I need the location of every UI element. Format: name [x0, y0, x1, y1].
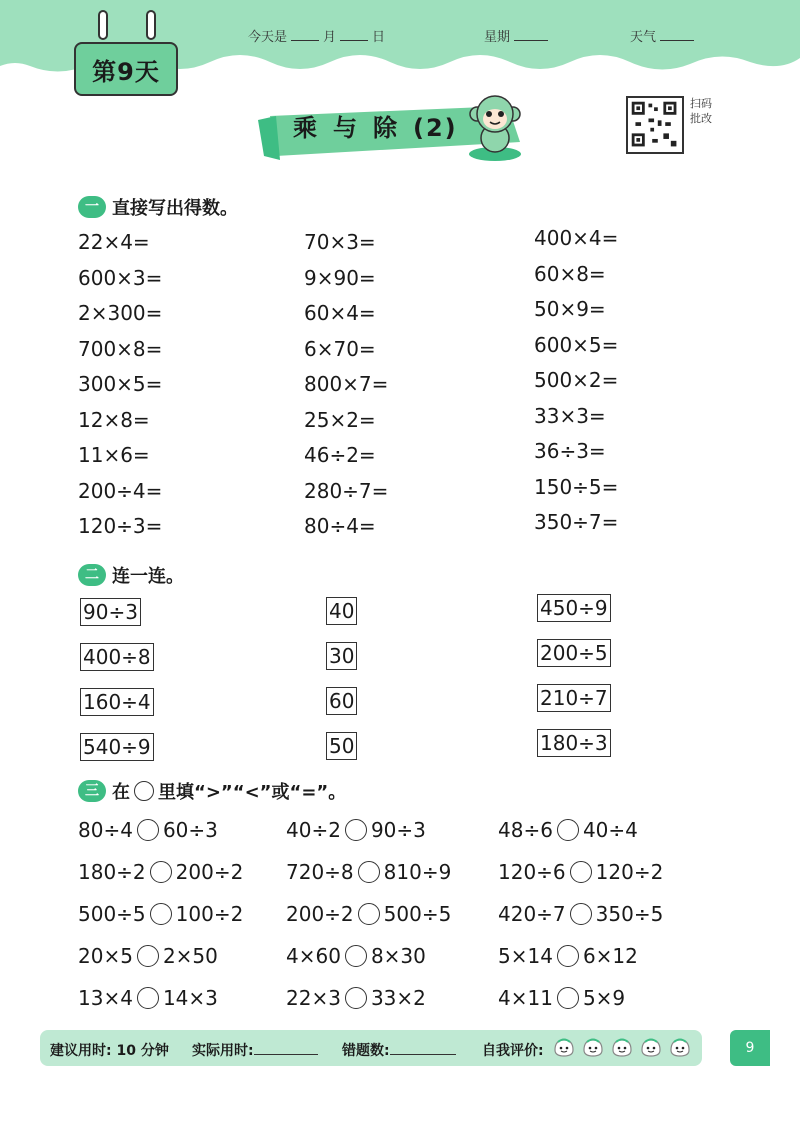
- expression-item: 11×6=: [78, 443, 150, 467]
- comparison-item: 180÷2 200÷2: [78, 860, 244, 884]
- answer-circle[interactable]: [137, 945, 159, 967]
- answer-circle[interactable]: [557, 819, 579, 841]
- match-box-left[interactable]: 160÷4: [80, 688, 154, 716]
- expression-item: 46÷2=: [304, 443, 376, 467]
- smiley-face-icon[interactable]: [639, 1036, 663, 1058]
- comparison-item: 48÷6 40÷4: [498, 818, 638, 842]
- date-line: 今天是 月 日: [248, 30, 386, 45]
- smiley-face-icon[interactable]: [668, 1036, 692, 1058]
- comparison-item: 20×5 2×50: [78, 944, 218, 968]
- comparison-item: 22×3 33×2: [286, 986, 426, 1010]
- match-box-middle[interactable]: 40: [326, 597, 357, 625]
- comparison-item: 200÷2 500÷5: [286, 902, 452, 926]
- expression-item: 50×9=: [534, 297, 606, 321]
- match-box-middle[interactable]: 60: [326, 687, 357, 715]
- comparison-item: 4×11 5×9: [498, 986, 626, 1010]
- expression-item: 600×3=: [78, 265, 163, 290]
- expression-item: 33×3=: [534, 403, 606, 428]
- match-box-middle[interactable]: 30: [326, 642, 357, 670]
- expression-item: 800×7=: [304, 372, 389, 396]
- monkey-mascot-icon: [463, 90, 527, 162]
- expression-item: 6×70=: [304, 336, 376, 361]
- answer-circle[interactable]: [345, 819, 367, 841]
- section3-badge: 三: [78, 780, 106, 802]
- expression-item: 350÷7=: [534, 510, 619, 534]
- expression-item: 12×8=: [78, 407, 150, 432]
- weather-line: 天气: [630, 26, 698, 45]
- answer-circle[interactable]: [345, 945, 367, 967]
- weekday-line: 星期: [484, 26, 552, 45]
- answer-circle[interactable]: [358, 903, 380, 925]
- answer-circle[interactable]: [570, 861, 592, 883]
- section3-heading: 三 在 里填“>”“<”或“=”。: [78, 778, 346, 804]
- match-box-right[interactable]: 450÷9: [537, 594, 611, 622]
- match-box-left[interactable]: 90÷3: [80, 598, 141, 626]
- answer-circle[interactable]: [150, 861, 172, 883]
- expression-item: 300×5=: [78, 372, 163, 396]
- scan-to-grade-label: 扫码批改: [690, 97, 712, 125]
- heading-circle-icon: [134, 781, 154, 801]
- match-box-left[interactable]: 540÷9: [80, 733, 154, 761]
- expression-item: 22×4=: [78, 230, 150, 254]
- wrong-count-field[interactable]: 错题数:: [342, 1040, 456, 1060]
- section2-heading: 二 连一连。: [78, 562, 184, 588]
- expression-item: 25×2=: [304, 407, 376, 432]
- expression-item: 700×8=: [78, 336, 163, 361]
- comparison-item: 5×14 6×12: [498, 944, 638, 968]
- expression-item: 70×3=: [304, 230, 376, 254]
- qr-code-icon[interactable]: [626, 96, 684, 154]
- expression-item: 280÷7=: [304, 478, 389, 503]
- calendar-ring-icon: [146, 10, 156, 40]
- answer-circle[interactable]: [345, 987, 367, 1009]
- match-box-right[interactable]: 180÷3: [537, 729, 611, 757]
- expression-item: 36÷3=: [534, 439, 606, 463]
- section1-badge: 一: [78, 196, 106, 218]
- answer-circle[interactable]: [570, 903, 592, 925]
- page-number: 9: [730, 1030, 770, 1066]
- comparison-item: 13×4 14×3: [78, 986, 218, 1010]
- expression-item: 500×2=: [534, 368, 619, 392]
- match-box-right[interactable]: 200÷5: [537, 639, 611, 667]
- answer-circle[interactable]: [557, 945, 579, 967]
- match-box-middle[interactable]: 50: [326, 732, 357, 760]
- expression-item: 60×8=: [534, 261, 606, 286]
- expression-item: 400×4=: [534, 226, 619, 250]
- comparison-item: 80÷4 60÷3: [78, 818, 218, 842]
- actual-time-field[interactable]: 实际用时:: [192, 1040, 318, 1060]
- expression-item: 80÷4=: [304, 514, 376, 538]
- comparison-item: 40÷2 90÷3: [286, 818, 426, 842]
- answer-circle[interactable]: [137, 987, 159, 1009]
- comparison-item: 120÷6 120÷2: [498, 860, 664, 884]
- match-box-left[interactable]: 400÷8: [80, 643, 154, 671]
- expression-item: 600×5=: [534, 332, 619, 357]
- expression-item: 200÷4=: [78, 478, 163, 503]
- expression-item: 60×4=: [304, 301, 376, 325]
- smiley-face-icon[interactable]: [581, 1036, 605, 1058]
- answer-circle[interactable]: [358, 861, 380, 883]
- expression-item: 120÷3=: [78, 514, 163, 538]
- comparison-item: 500÷5 100÷2: [78, 902, 244, 926]
- answer-circle[interactable]: [137, 819, 159, 841]
- expression-item: 2×300=: [78, 301, 163, 325]
- self-evaluation-label: 自我评价:: [482, 1043, 544, 1059]
- smiley-face-icon[interactable]: [552, 1036, 576, 1058]
- day-label: 第9天: [74, 42, 178, 96]
- match-box-right[interactable]: 210÷7: [537, 684, 611, 712]
- suggested-time: 建议用时: 10 分钟: [50, 1043, 169, 1059]
- expression-item: 9×90=: [304, 265, 376, 290]
- section1-heading: 一 直接写出得数。: [78, 194, 238, 220]
- comparison-item: 420÷7 350÷5: [498, 902, 664, 926]
- page-title: 乘与除(2): [293, 114, 458, 142]
- smiley-face-icon[interactable]: [610, 1036, 634, 1058]
- answer-circle[interactable]: [150, 903, 172, 925]
- section2-badge: 二: [78, 564, 106, 586]
- expression-item: 150÷5=: [534, 474, 619, 499]
- comparison-item: 720÷8 810÷9: [286, 860, 452, 884]
- calendar-ring-icon: [98, 10, 108, 40]
- answer-circle[interactable]: [557, 987, 579, 1009]
- comparison-item: 4×60 8×30: [286, 944, 426, 968]
